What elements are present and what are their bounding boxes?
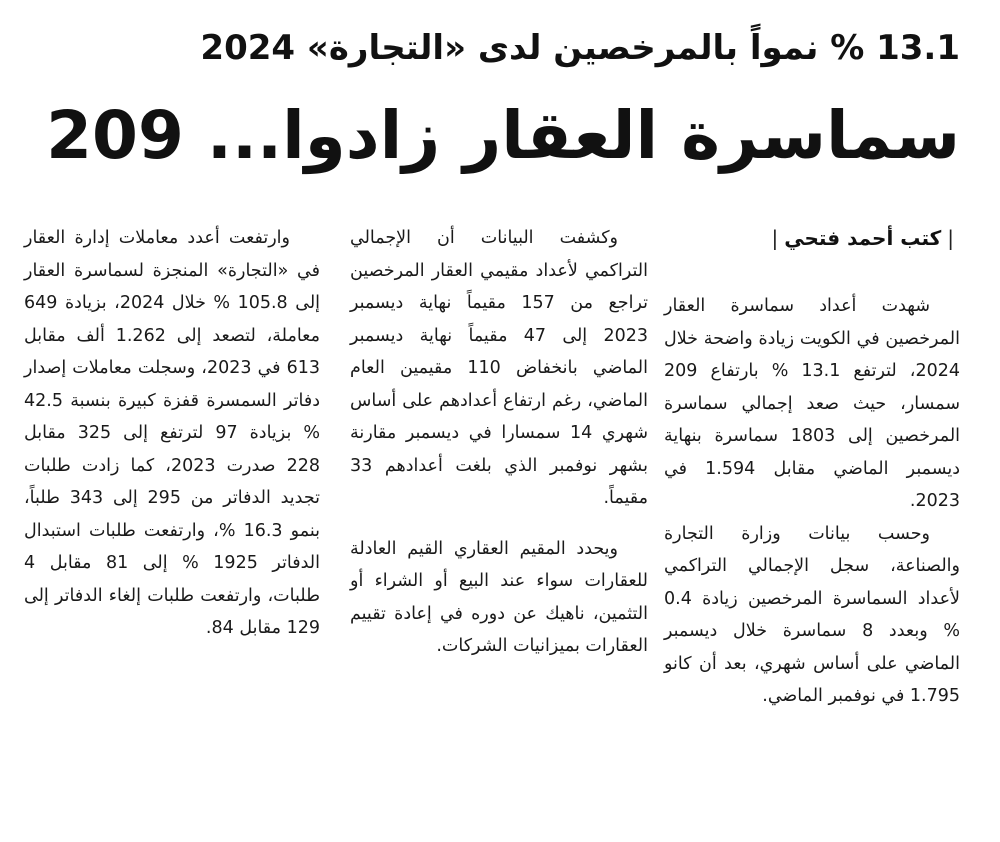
- article-subheadline: 13.1 % نمواً بالمرخصين لدى «التجارة» 2024: [200, 28, 960, 68]
- byline-author: كتب أحمد فتحي: [784, 226, 942, 250]
- article-headline: سماسرة العقار زادوا... 209: [46, 97, 960, 174]
- paragraph: ويحدد المقيم العقاري القيم العادلة للعقارات سواء عند البيع أو الشراء أو التثمين، ناهيك عن دوره في إعادة تقييم العقارات بميزانيات الشركات.: [350, 538, 648, 656]
- article-column-3: [24, 222, 320, 645]
- byline-separator: |: [947, 226, 954, 250]
- paragraph: وكشفت البيانات أن الإجمالي التراكمي لأعداد مقيمي العقار المرخصين تراجع من 157 مقيماً نهاية ديسمبر 2023 إلى 47 مقيماً نهاية ديسمبر الماضي بانخفاض 110 مقيمين العام الماضي، رغم ارتفاع أعدادهم على أساس شهري 14 سمسارا في ديسمبر مقارنة بشهر نوفمبر الذي بلغت أعدادهم 33 مقيماً.: [350, 228, 649, 508]
- paragraph: شهدت أعداد سماسرة العقار المرخصين في الكويت زيادة واضحة خلال 2024، لترتفع 13.1 % بارتفاع 209 سمسار، حيث صعد إجمالي سماسرة المرخصين إلى 1803 سماسرة بنهاية ديسمبر الماضي مقابل 1.594 في 2023.: [664, 296, 961, 511]
- paragraph: وارتفعت أعدد معاملات إدارة العقار في «التجارة» المنجزة لسماسرة العقار إلى 105.8 % خلال 2024، بزيادة 649 معاملة، لتصعد إلى 1.262 ألف مقابل 613 في 2023، وسجلت معاملات إصدار دفاتر السمسرة قفزة كبيرة بنسبة 42.5 % بزيادة 97 لترتفع إلى 325 مقابل 228 صدرت 2023، كما زادت طلبات تجديد الدفاتر من 295 إلى 343 طلباً، بنمو 16.3 %، وارتفعت طلبات استبدال الدفاتر 1925 % إلى 81 مقابل 4 طلبات، وارتفعت طلبات إلغاء الدفاتر إلى 129 مقابل 84.: [24, 228, 321, 638]
- byline-separator: |: [771, 226, 779, 250]
- article-column-2: [350, 222, 648, 663]
- byline: [765, 220, 960, 256]
- article-column-1: [664, 290, 960, 713]
- paragraph: وحسب بيانات وزارة التجارة والصناعة، سجل الإجمالي التراكمي لأعداد السماسرة المرخصين زيادة 0.4 % وبعدد 8 سماسرة خلال ديسمبر الماضي على أساس شهري، بعد أن كانو 1.795 في نوفمبر الماضي.: [664, 523, 961, 706]
